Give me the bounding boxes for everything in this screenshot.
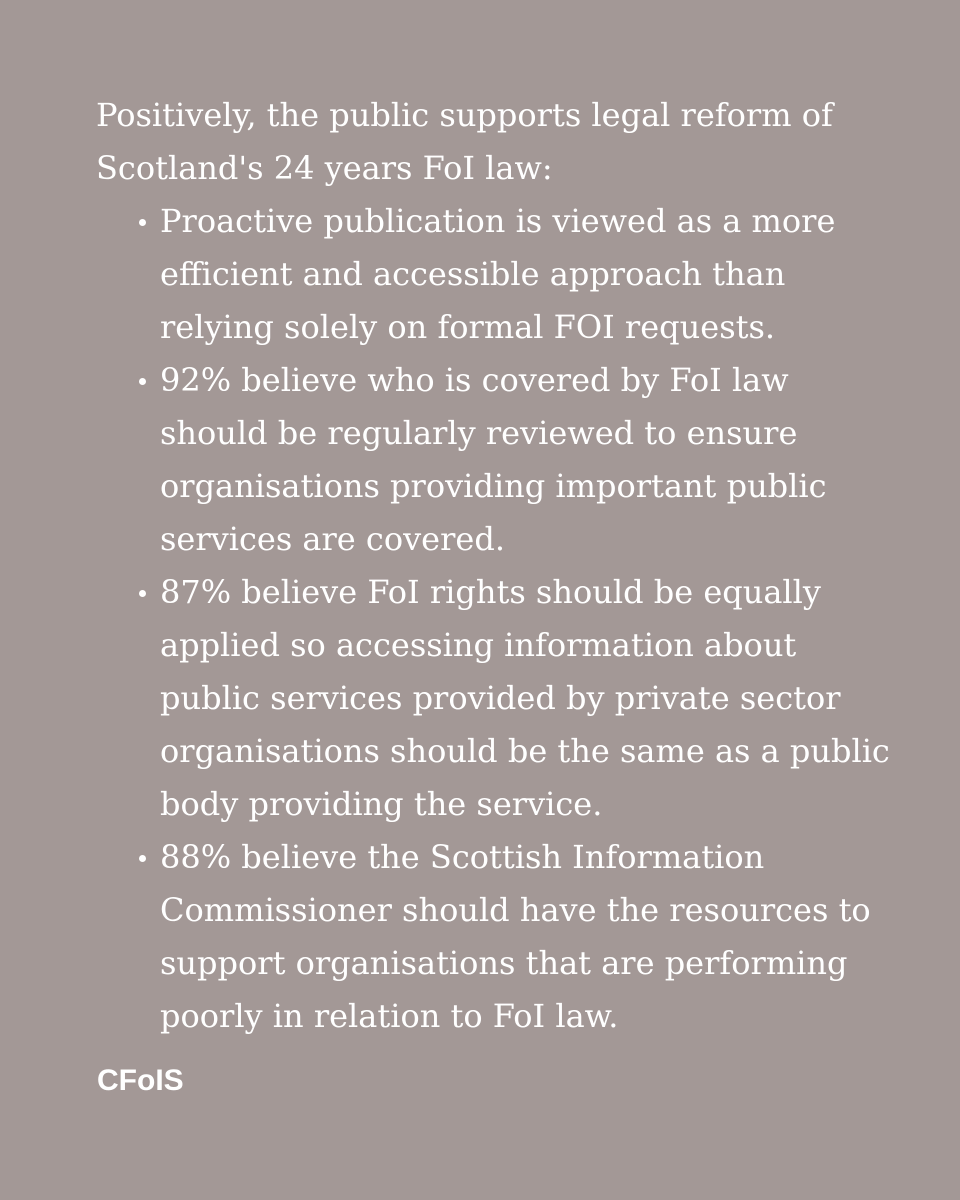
bullet-text: Proactive publication is viewed as a more efficient and accessible approach than relying solely on formal FOI requests. [160, 202, 836, 346]
bullet-text: 87% believe FoI rights should be equally applied so accessing information about public services provided by private sector organisations should be the same as a public body providing the service. [160, 573, 890, 823]
bullet-icon [139, 855, 146, 862]
bullet-icon [139, 590, 146, 597]
bullet-text: 92% believe who is covered by FoI law should be regularly reviewed to ensure organisations providing important public services are covered. [160, 361, 827, 558]
bullet-item [96, 831, 896, 1043]
main-content [96, 89, 896, 1043]
brand-logo: CFoIS [97, 1064, 184, 1097]
bullet-icon [139, 378, 146, 385]
bullet-item [96, 566, 896, 831]
bullet-item [96, 354, 896, 566]
bullet-list [96, 195, 896, 1043]
intro-text: Positively, the public supports legal reform of Scotland's 24 years FoI law: [96, 96, 833, 187]
bullet-icon [139, 219, 146, 226]
bullet-item [96, 195, 896, 354]
bullet-text: 88% believe the Scottish Information Commissioner should have the resources to support organisations that are performing poorly in relation to FoI law. [160, 838, 871, 1035]
